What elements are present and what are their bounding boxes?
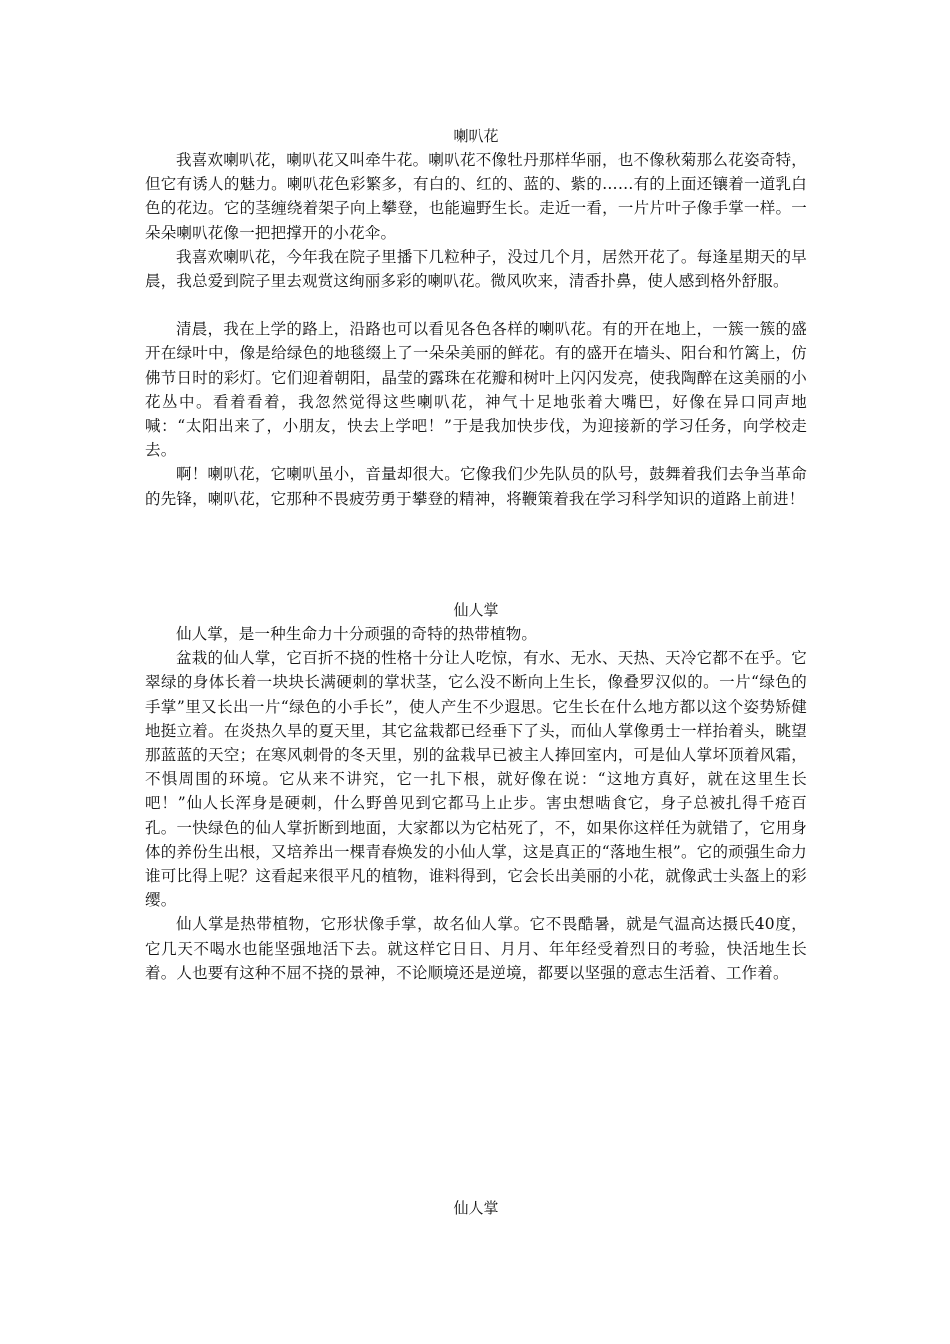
paragraph: 盆栽的仙人掌，它百折不挠的性格十分让人吃惊，有水、无水、天热、天冷它都不在乎。它翠绿的身体长着一块块长满硬刺的掌状茎，它么没不断向上生长，像叠罗汉似的。一片“绿色的手掌”里又长出一片“绿色的小手长”，使人产生不少遐思。它生长在什么地方都以这个姿势矫健地挺立着。在炎热久旱的夏天里，其它盆栽都已经垂下了头，而仙人掌像勇士一样抬着头，眺望那蓝蓝的天空；在寒风刺骨的冬天里，别的盆栽早已被主人捧回室内，可是仙人掌坏顶着风霜，不惧周围的环境。它从来不讲究，它一扎下根，就好像在说：“这地方真好，就在这里生长吧！”仙人长浑身是硬刺，什么野兽见到它都马上止步。害虫想啮食它，身子总被扎得千疮百孔。一快绿色的仙人掌折断到地面，大家都以为它枯死了，不，如果你这样任为就错了，它用身体的养份生出根，又培养出一棵青春焕发的小仙人掌，这是真正的“落地生根”。它的顽强生命力谁可比得上呢？这看起来很平凡的植物，谁料得到，它会长出美丽的小花，就像武士头盔上的彩缨。	[145, 649, 807, 910]
essay-title: 仙人掌	[453, 601, 499, 619]
paragraph: 我喜欢喇叭花，今年我在院子里播下几粒种子，没过几个月，居然开花了。每逢星期天的早晨，我总爱到院子里去观赏这绚丽多彩的喇叭花。微风吹来，清香扑鼻，使人感到格外舒服。	[145, 247, 807, 291]
essay-title: 仙人掌	[453, 1199, 499, 1217]
paragraph: 我喜欢喇叭花，喇叭花又叫牵牛花。喇叭花不像牡丹那样华丽，也不像秋菊那么花姿奇特，但它有诱人的魅力。喇叭花色彩繁多，有白的、红的、蓝的、紫的……有的上面还镶着一道乳白色的花边。它的茎缠绕着架子向上攀登，也能遍野生长。走近一看，一片片叶子像手掌一样。一朵朵喇叭花像一把把撑开的小花伞。	[145, 151, 807, 242]
paragraph: 仙人掌是热带植物，它形状像手掌，故名仙人掌。它不畏酷暑，就是气温高达摄氏40度，它几天不喝水也能坚强地活下去。就这样它日日、月月、年年经受着烈日的考验，快活地生长着。人也要有这种不屈不挠的景神，不论顺境还是逆境，都要以坚强的意志生活着、工作着。	[145, 915, 807, 982]
paragraph: 仙人掌，是一种生命力十分顽强的奇特的热带植物。	[176, 625, 538, 643]
paragraph: 清晨，我在上学的路上，沿路也可以看见各色各样的喇叭花。有的开在地上，一簇一簇的盛开在绿叶中，像是给绿色的地毯缀上了一朵朵美丽的鲜花。有的盛开在墙头、阳台和竹篱上，仿佛节日时的彩灯。它们迎着朝阳，晶莹的露珠在花瓣和树叶上闪闪发亮，使我陶醉在这美丽的小花丛中。看着看着，我忽然觉得这些喇叭花，神气十足地张着大嘴巴，好像在异口同声地喊：“太阳出来了，小朋友，快去上学吧！”于是我加快步伐，为迎接新的学习任务，向学校走去。	[145, 320, 807, 460]
essay-section-cactus-2	[145, 1196, 807, 1220]
paragraph: 啊！喇叭花，它喇叭虽小，音量却很大。它像我们少先队员的队号，鼓舞着我们去争当革命的先锋，喇叭花，它那种不畏疲劳勇于攀登的精神，将鞭策着我在学习科学知识的道路上前进！	[145, 465, 807, 508]
essay-section-morning-glory	[145, 124, 807, 511]
essay-section-cactus	[145, 598, 807, 985]
essay-title: 喇叭花	[453, 127, 499, 145]
paragraph-gap	[145, 293, 807, 317]
